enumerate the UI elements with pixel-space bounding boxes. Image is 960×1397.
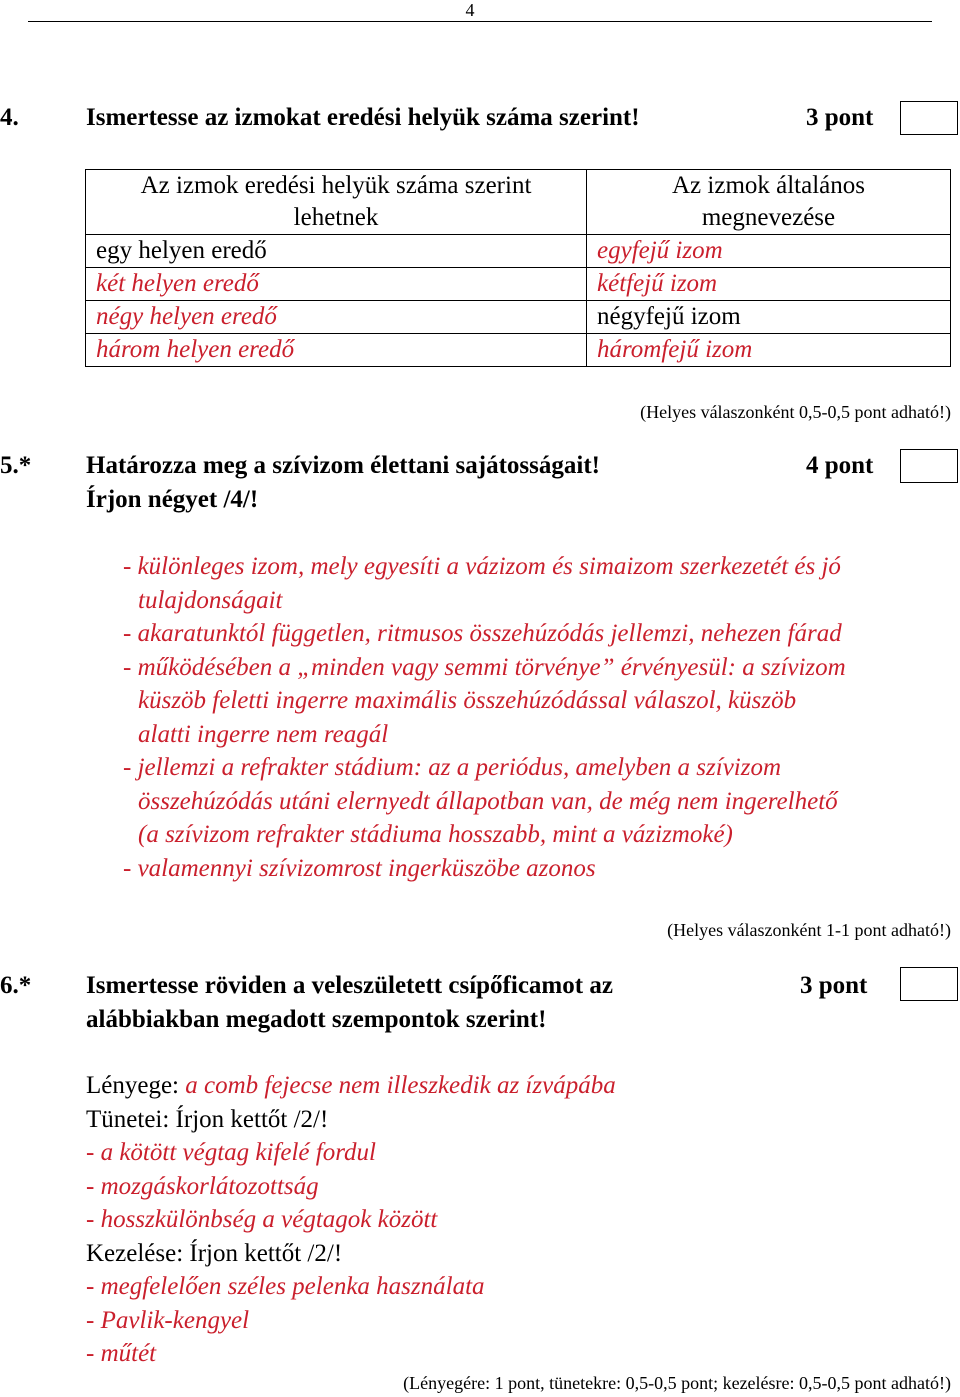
table-header-name xyxy=(587,170,951,235)
q6-symptom-item: - hosszkülönbség a végtagok között xyxy=(86,1206,438,1233)
answer-cell: egyfejű izom xyxy=(587,235,951,268)
answer-cell: kétfejű izom xyxy=(587,268,951,301)
q6-scoring-note: (Lényegére: 1 pont, tünetekre: 0,5-0,5 pont; kezelésre: 0,5-0,5 pont adható!) xyxy=(403,1373,951,1393)
q5-answer-line: - működésében a „minden vagy semmi törvénye” érvényesül: a szívizom xyxy=(123,654,846,681)
table-row xyxy=(86,334,951,367)
q5-answer-line: - különleges izom, mely egyesíti a vázizom és simaizom szerkezetét és jó xyxy=(123,553,841,580)
essence-label: Lényege: xyxy=(86,1072,186,1099)
q6-symptom-item: - a kötött végtag kifelé fordul xyxy=(86,1139,376,1166)
name-cell: négyfejű izom xyxy=(587,301,951,334)
q6-essence xyxy=(86,1072,616,1100)
origin-cell: egy helyen eredő xyxy=(86,235,587,268)
header-name-line1: Az izmok általános xyxy=(672,172,865,199)
q5-answer-line: - jellemzi a refrakter stádium: az a periódus, amelyben a szívizom xyxy=(123,754,782,781)
answer-cell: három helyen eredő xyxy=(86,334,587,367)
q6-number: 6.* xyxy=(0,972,32,999)
q5-question: Határozza meg a szívizom élettani sajátosságait! xyxy=(86,452,600,479)
q4-question: Ismertesse az izmokat eredési helyük száma szerint! xyxy=(86,104,640,131)
q5-answer-line: tulajdonságait xyxy=(138,587,283,614)
q5-subquestion: Írjon négyet /4/! xyxy=(86,486,259,513)
essence-answer: a comb fejecse nem illeszkedik az ízvápába xyxy=(185,1072,616,1099)
q4-number: 4. xyxy=(0,104,19,131)
q6-symptom-item: - mozgáskorlátozottság xyxy=(86,1173,319,1200)
table-row xyxy=(86,235,951,268)
q5-score-box[interactable] xyxy=(900,449,958,483)
q6-symptoms-label: Tünetei: Írjon kettőt /2/! xyxy=(86,1106,329,1133)
q6-treatment-label: Kezelése: Írjon kettőt /2/! xyxy=(86,1240,343,1267)
q5-answer-line: - akaratunktól független, ritmusos összehúzódás jellemzi, nehezen fárad xyxy=(123,620,842,647)
q6-question-line1: Ismertesse röviden a veleszületett csípőficamot az xyxy=(86,972,613,999)
page-number: 4 xyxy=(465,0,475,20)
q5-answer-line: küszöb feletti ingerre maximális összehúzódással válaszol, küszöb xyxy=(138,687,797,714)
table-row xyxy=(86,268,951,301)
q6-treatment-item: - műtét xyxy=(86,1340,157,1367)
header-origin-line1: Az izmok eredési helyük száma szerint xyxy=(140,172,532,199)
q6-score-box[interactable] xyxy=(900,967,958,1001)
q5-answer-line: összehúzódás utáni elernyedt állapotban van, de még nem ingerelhető xyxy=(138,788,838,815)
table-header-row xyxy=(86,170,951,235)
header-rule xyxy=(28,21,932,22)
table-row xyxy=(86,301,951,334)
q4-points: 3 pont xyxy=(806,104,874,131)
q5-answer-line: - valamennyi szívizomrost ingerküszöbe azonos xyxy=(123,855,596,882)
q4-scoring-note: (Helyes válaszonként 0,5-0,5 pont adható!) xyxy=(640,402,951,422)
header-name-line2: megnevezése xyxy=(701,204,836,231)
header-origin-line2: lehetnek xyxy=(293,204,379,231)
muscle-table xyxy=(85,169,951,367)
q6-question-line2: alábbiakban megadott szempontok szerint! xyxy=(86,1006,547,1033)
q6-treatment-item: - Pavlik-kengyel xyxy=(86,1307,250,1334)
q5-answer-line: (a szívizom refrakter stádiuma hosszabb, mint a vázizmoké) xyxy=(138,821,733,848)
q6-points: 3 pont xyxy=(800,972,868,999)
q5-answer-line: alatti ingerre nem reagál xyxy=(138,721,389,748)
q4-score-box[interactable] xyxy=(900,101,958,135)
q6-treatment-item: - megfelelően széles pelenka használata xyxy=(86,1273,485,1300)
answer-cell: háromfejű izom xyxy=(587,334,951,367)
table-header-origin xyxy=(86,170,587,235)
q5-points: 4 pont xyxy=(806,452,874,479)
q5-number: 5.* xyxy=(0,452,32,479)
q5-scoring-note: (Helyes válaszonként 1-1 pont adható!) xyxy=(667,920,951,940)
answer-cell: négy helyen eredő xyxy=(86,301,587,334)
answer-cell: két helyen eredő xyxy=(86,268,587,301)
